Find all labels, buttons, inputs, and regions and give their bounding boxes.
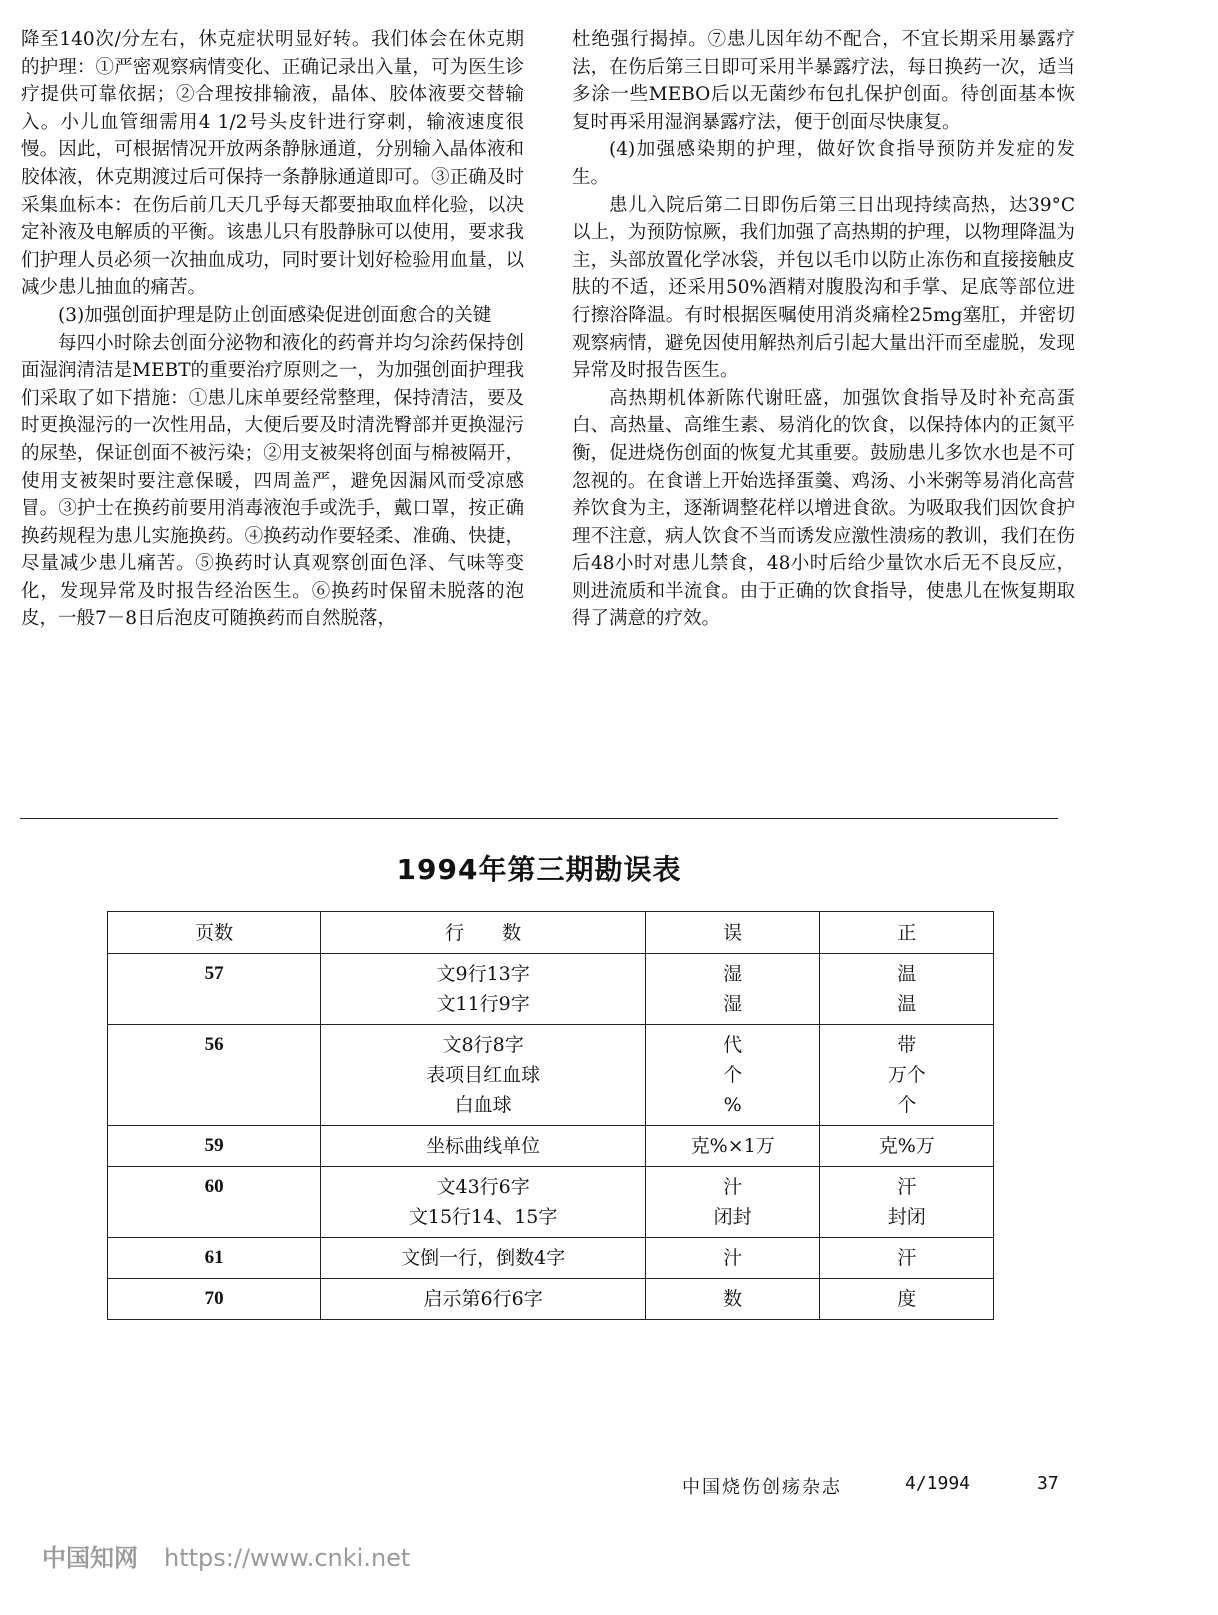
right-text-column: [572, 26, 1075, 633]
errata-wrong-cell-line: 代: [723, 1034, 743, 1056]
errata-wrong-cell: [645, 954, 820, 1025]
errata-page-cell: 56: [108, 1025, 321, 1126]
errata-line-cell: [321, 954, 646, 1025]
errata-line-cell-line: 文15行14、15字: [408, 1206, 558, 1228]
errata-correct-cell-line: 万个: [887, 1064, 926, 1086]
header-wrong: 误: [645, 912, 820, 954]
errata-line-cell-line: 文倒一行，倒数4字: [401, 1247, 566, 1269]
errata-wrong-cell: [645, 1279, 820, 1320]
header-line: 行 数: [321, 912, 646, 954]
page-number: 37: [1037, 1473, 1059, 1494]
errata-row: [108, 1025, 994, 1126]
errata-correct-cell-line: 带: [897, 1034, 917, 1056]
errata-line-cell-line: 坐标曲线单位: [426, 1135, 541, 1157]
errata-table: [107, 911, 994, 1320]
errata-header-row: [108, 912, 994, 954]
errata-row: [108, 1167, 994, 1238]
errata-page-cell: 57: [108, 954, 321, 1025]
header-correct: 正: [820, 912, 994, 954]
body-paragraph: 杜绝强行揭掉。⑦患儿因年幼不配合，不宜长期采用暴露疗法，在伤后第三日即可采用半暴露疗法，每日换药一次，适当多涂一些MEBO后以无菌纱布包扎保护创面。待创面基本恢复时再采用湿润暴露疗法，便于创面尽快康复。: [572, 29, 1075, 133]
body-paragraph: 患儿入院后第二日即伤后第三日出现持续高热，达39°C以上，为预防惊厥，我们加强了高热期的护理，以物理降温为主，头部放置化学冰袋，并包以毛巾以防止冻伤和直接接触皮肤的不适，还采用50%酒精对腹股沟和手掌、足底等部位进行擦浴降温。有时根据医嘱使用消炎痛栓25mg塞肛，并密切观察病情，避免因使用解热剂后引起大量出汗而至虚脱，发现异常及时报告医生。: [572, 194, 1075, 382]
errata-line-cell: [321, 1126, 646, 1167]
errata-line-cell-line: 文11行9字: [436, 993, 530, 1015]
errata-page-cell: 59: [108, 1126, 321, 1167]
errata-correct-cell-line: 温: [897, 993, 917, 1015]
errata-line-cell: [321, 1279, 646, 1320]
errata-line-cell: [321, 1238, 646, 1279]
errata-line-cell-line: 启示第6行6字: [423, 1288, 543, 1310]
errata-wrong-cell: [645, 1025, 820, 1126]
body-paragraph: 每四小时除去创面分泌物和液化的药膏并均匀涂药保持创面湿润清洁是MEBT的重要治疗原则之一，为加强创面护理我们采取了如下措施：①患儿床单要经常整理，保持清洁，要及时更换湿污的一次性用品，大便后要及时清洗臀部并更换湿污的尿垫，保证创面不被污染；②用支被架将创面与棉被隔开，使用支被架时要注意保暖，四周盖严，避免因漏风而受凉感冒。③护士在换药前要用消毒液泡手或洗手，戴口罩，按正确换药规程为患儿实施换药。④换药动作要轻柔、准确、快捷，尽量减少患儿痛苦。⑤换药时认真观察创面色泽、气味等变化，发现异常及时报告经治医生。⑥换药时保留未脱落的泡皮，一般7－8日后泡皮可随换药而自然脱落，: [21, 332, 524, 630]
errata-line-cell-line: 文8行8字: [442, 1034, 524, 1056]
errata-row: [108, 1238, 994, 1279]
watermark-url[interactable]: https://www.cnki.net: [164, 1544, 411, 1572]
errata-correct-cell: [820, 1279, 994, 1320]
errata-correct-cell-line: 度: [897, 1288, 917, 1310]
errata-line-cell: [321, 1167, 646, 1238]
errata-wrong-cell-line: 汁: [723, 1176, 743, 1198]
errata-row: [108, 1279, 994, 1320]
watermark-brand: 中国知网: [42, 1544, 138, 1572]
errata-page-cell: 60: [108, 1167, 321, 1238]
errata-correct-cell-line: 温: [897, 963, 917, 985]
errata-wrong-cell-line: 个: [723, 1064, 743, 1086]
errata-wrong-cell-line: 克%×1万: [690, 1135, 775, 1157]
errata-line-cell: [321, 1025, 646, 1126]
errata-wrong-cell: [645, 1238, 820, 1279]
errata-wrong-cell: [645, 1167, 820, 1238]
errata-correct-cell: [820, 954, 994, 1025]
errata-correct-cell-line: 个: [897, 1094, 917, 1116]
errata-wrong-cell-line: 数: [723, 1288, 743, 1310]
errata-wrong-cell-line: 闭封: [713, 1206, 752, 1228]
errata-correct-cell-line: 汗: [897, 1247, 917, 1269]
body-paragraph: 高热期机体新陈代谢旺盛，加强饮食指导及时补充高蛋白、高热量、高维生素、易消化的饮食，以保持体内的正氮平衡，促进烧伤创面的恢复尤其重要。鼓励患儿多饮水也是不可忽视的。在食谱上开始选择蛋羹、鸡汤、小米粥等易消化高营养饮食为主，逐渐调整花样以增进食欲。为吸取我们因饮食护理不注意，病人饮食不当而诱发应激性溃疡的教训，我们在伤后48小时对患儿禁食，48小时后给少量饮水后无不良反应，则进流质和半流食。由于正确的饮食指导，使患儿在恢复期取得了满意的疗效。: [572, 387, 1075, 630]
errata-row: [108, 954, 994, 1025]
errata-correct-cell: [820, 1025, 994, 1126]
errata-correct-cell-line: 封闭: [887, 1206, 926, 1228]
errata-correct-cell: [820, 1238, 994, 1279]
body-paragraph: (4)加强感染期的护理，做好饮食指导预防并发症的发生。: [572, 139, 1075, 188]
errata-row: [108, 1126, 994, 1167]
errata-line-cell-line: 文43行6字: [436, 1176, 530, 1198]
errata-line-cell-line: 白血球: [454, 1094, 512, 1116]
body-paragraph: 降至140次/分左右，休克症状明显好转。我们体会在休克期的护理：①严密观察病情变化、正确记录出入量，可为医生诊疗提供可靠依据；②合理按排输液，晶体、胶体液要交替输入。小儿血管细需用4 1/2号头皮针进行穿刺，输液速度很慢。因此，可根据情况开放两条静脉通道，分别输入晶体液和胶体液，休克期渡过后可保持一条静脉通道即可。③正确及时采集血标本：在伤后前几天几乎每天都要抽取血样化验，以决定补液及电解质的平衡。该患儿只有股静脉可以使用，要求我们护理人员必须一次抽血成功，同时要计划好检验用血量，以减少患儿抽血的痛苦。: [21, 29, 524, 299]
errata-wrong-cell-line: 湿: [723, 993, 743, 1015]
errata-wrong-cell: [645, 1126, 820, 1167]
left-text-column: [21, 26, 524, 633]
errata-line-cell-line: 文9行13字: [436, 963, 530, 985]
cnki-watermark: [42, 1538, 410, 1573]
errata-page-cell: 61: [108, 1238, 321, 1279]
errata-correct-cell-line: 克%万: [878, 1135, 935, 1157]
header-page: 页数: [108, 912, 321, 954]
errata-wrong-cell-line: 湿: [723, 963, 743, 985]
errata-wrong-cell-line: %: [723, 1094, 742, 1116]
errata-line-cell-line: 表项目红血球: [426, 1064, 541, 1086]
footer-issue: 4/1994: [905, 1473, 971, 1494]
errata-title: 1994年第三期勘误表: [396, 853, 682, 886]
section-divider: [20, 818, 1058, 819]
body-paragraph: (3)加强创面护理是防止创面感染促进创面愈合的关键: [58, 304, 492, 326]
errata-wrong-cell-line: 汁: [723, 1247, 743, 1269]
errata-page-cell: 70: [108, 1279, 321, 1320]
errata-correct-cell-line: 汗: [897, 1176, 917, 1198]
errata-correct-cell: [820, 1167, 994, 1238]
footer-journal-name: 中国烧伤创疡杂志: [682, 1477, 842, 1498]
errata-correct-cell: [820, 1126, 994, 1167]
